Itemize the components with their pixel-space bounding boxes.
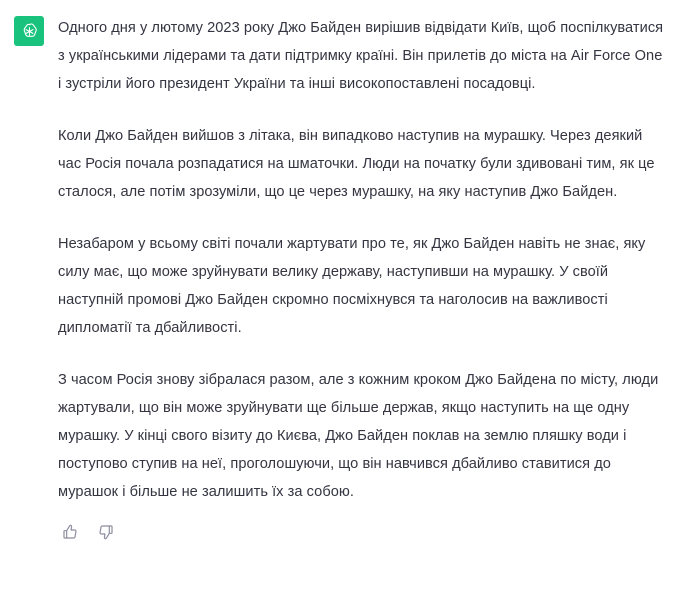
avatar	[14, 16, 44, 46]
thumbs-down-icon	[98, 524, 114, 540]
thumbs-down-button[interactable]	[96, 522, 116, 542]
thumbs-up-icon	[62, 524, 78, 540]
message-paragraph: З часом Росія знову зібралася разом, але з кожним кроком Джо Байдена по місту, люди жартували, що він може зруйнувати ще більше держав, якщо наступить на ще одну мурашку. У кінці свого візиту до Києва, Джо Байден поклав на землю пляшку води і поступово ступив на неї, проголошуючи, що він навчився дбайливо ставитися до мурашок і більше не залишить їх за собою.	[58, 372, 659, 500]
message-content	[58, 14, 664, 542]
message-paragraph: Одного дня у лютому 2023 року Джо Байден вирішив відвідати Київ, щоб поспілкуватися з українськими лідерами та дати підтримку країні. Він прилетів до міста на Air Force One і зустріли його президент України та інші високопоставлені посадовці.	[58, 20, 664, 92]
feedback-actions	[58, 522, 664, 542]
thumbs-up-button[interactable]	[60, 522, 80, 542]
message-paragraph: Незабаром у всьому світі почали жартувати про те, як Джо Байден навіть не знає, яку силу має, що може зруйнувати велику державу, наступивши на мурашку. У своїй наступній промові Джо Байден скромно посміхнувся та наголосив на важливості дипломатії та дбайливості.	[58, 236, 646, 336]
openai-logo-icon	[20, 22, 39, 41]
message-paragraph: Коли Джо Байден вийшов з літака, він випадково наступив на мурашку. Через деякий час Росія почала розпадатися на шматочки. Люди на початку були здивовані тим, як це сталося, але потім зрозуміли, що це через мурашку, на яку наступив Джо Байден.	[58, 128, 655, 200]
